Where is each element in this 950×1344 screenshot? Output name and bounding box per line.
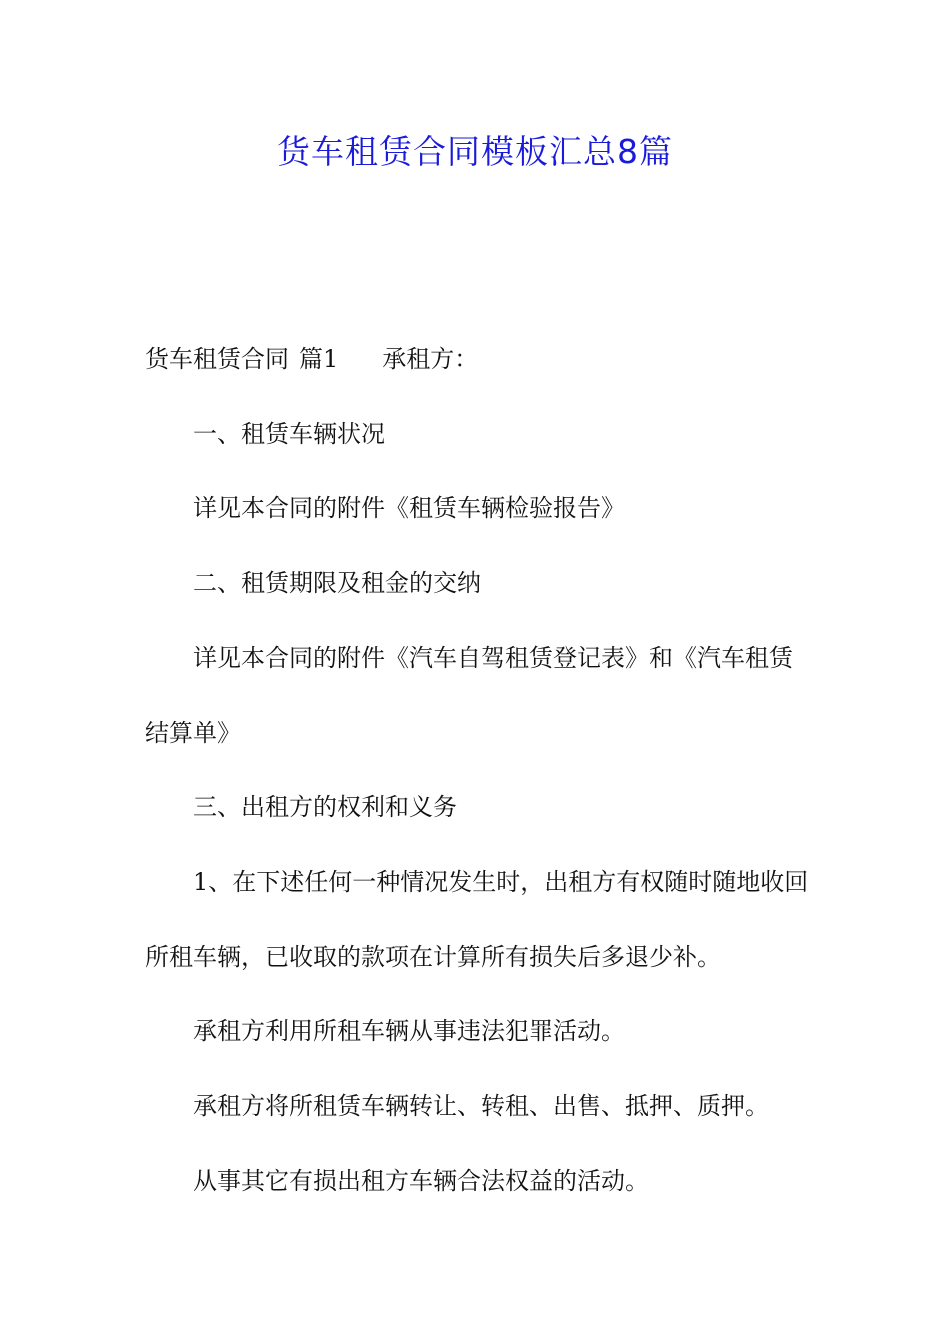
paragraph-condition-3: 从事其它有损出租方车辆合法权益的活动。 [193, 1167, 649, 1195]
paragraph-clause-3-item-1-cont: 所租车辆，已收取的款项在计算所有损失后多退少补。 [145, 943, 721, 971]
paragraph-condition-1: 承租方利用所租车辆从事违法犯罪活动。 [193, 1017, 625, 1045]
lessee-label: 承租方： [382, 345, 479, 373]
section-heading [145, 341, 478, 377]
paragraph-clause-1-body: 详见本合同的附件《租赁车辆检验报告》 [193, 494, 625, 522]
section-title: 货车租赁合同 [145, 345, 289, 373]
paragraph-condition-2: 承租方将所租赁车辆转让、转租、出售、抵押、质押。 [193, 1092, 769, 1120]
section-number: 篇1 [299, 345, 339, 373]
paragraph-clause-1-heading: 一、租赁车辆状况 [193, 420, 385, 448]
paragraph-clause-3-item-1: 1、在下述任何一种情况发生时，出租方有权随时随地收回 [193, 868, 809, 896]
paragraph-clause-2-body-cont: 结算单》 [145, 719, 241, 747]
document-title: 货车租赁合同模板汇总8篇 [277, 132, 673, 171]
paragraph-clause-2-heading: 二、租赁期限及租金的交纳 [193, 569, 481, 597]
paragraph-clause-2-body: 详见本合同的附件《汽车自驾租赁登记表》和《汽车租赁 [193, 644, 793, 672]
paragraph-clause-3-heading: 三、出租方的权利和义务 [193, 793, 457, 821]
